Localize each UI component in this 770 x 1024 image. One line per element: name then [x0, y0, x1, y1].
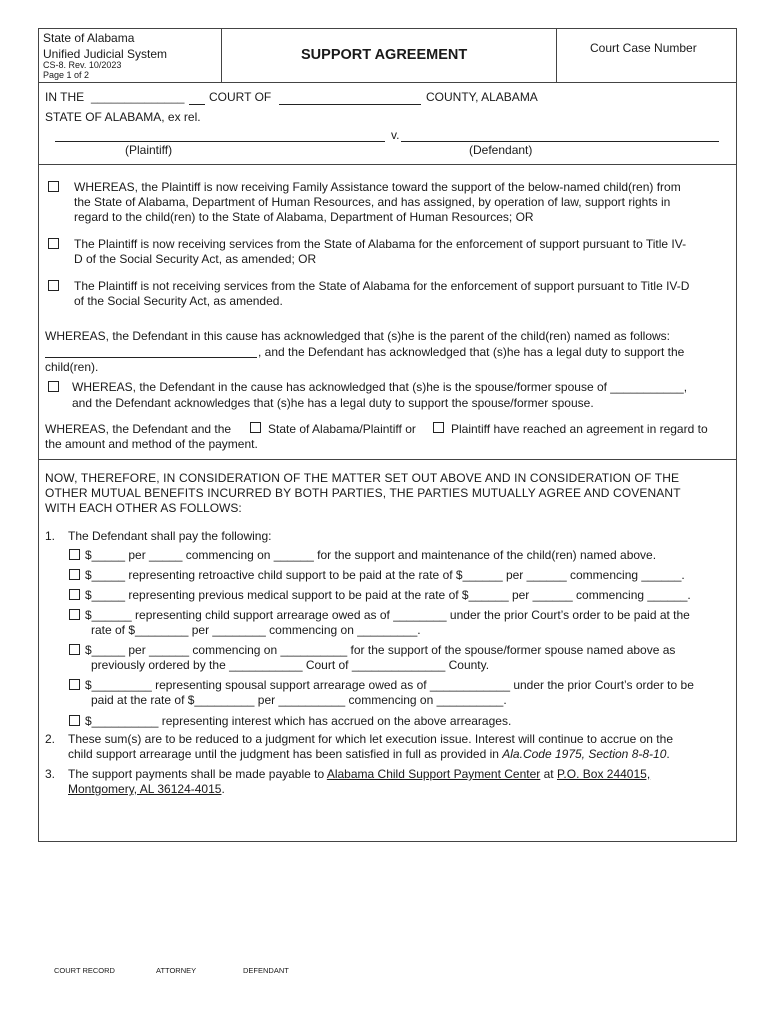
whereas2-line2: D of the Social Security Act, as amended; OR [74, 252, 317, 266]
versus-label: v. [391, 128, 400, 142]
term3-text-a: The support payments shall be made payable to [68, 767, 327, 781]
now-therefore-line2: OTHER MUTUAL BENEFITS INCURRED BY BOTH PARTIES, THE PARTIES MUTUALLY AGREE AND COVENANT [45, 486, 681, 500]
county-alabama-label: COUNTY, ALABAMA [426, 90, 538, 104]
whereas3-line2: of the Social Security Act, as amended. [74, 294, 283, 308]
option4-line1[interactable]: $______ representing child support arrearage owed as of ________ under the prior Court’s order to be paid at the [85, 608, 690, 622]
option5-line2[interactable]: previously ordered by the ___________ Court of ______________ County. [91, 658, 490, 672]
payment-center-name: Alabama Child Support Payment Center [326, 767, 541, 781]
whereas1-line1: WHEREAS, the Plaintiff is now receiving Family Assistance toward the support of the below-named child(ren) from [74, 180, 681, 194]
term2-line2 [68, 747, 670, 761]
whereas-divider [39, 459, 736, 460]
agency-block [39, 29, 222, 82]
plaintiff-name-field[interactable] [55, 141, 385, 142]
checkbox-interest[interactable] [69, 715, 80, 726]
checkbox-retroactive-support[interactable] [69, 569, 80, 580]
checkbox-state-plaintiff[interactable] [250, 422, 261, 433]
whereas4-line3: child(ren). [45, 360, 99, 374]
whereas6-part-a: WHEREAS, the Defendant and the [45, 422, 232, 436]
state-ex-rel-label: STATE OF ALABAMA, ex rel. [45, 110, 201, 124]
court-of-label: COURT OF [209, 90, 272, 104]
agency-line2: Unified Judicial System [43, 47, 168, 61]
term3-line2 [68, 782, 225, 796]
form-number: CS-8. Rev. 10/2023 [43, 60, 122, 70]
option5-line1[interactable]: $_____ per ______ commencing on __________ for the support of the spouse/former spouse named above as [85, 643, 676, 657]
option3-text[interactable]: $_____ representing previous medical support to be paid at the rate of $______ per ______ commencing ______. [85, 588, 691, 602]
checkbox-spouse[interactable] [48, 381, 59, 392]
whereas4-line2: , and the Defendant has acknowledged that (s)he has a legal duty to support the [258, 345, 685, 359]
term3-text-at: at [540, 767, 557, 781]
whereas1-line3: regard to the child(ren) to the State of Alabama, Department of Human Resources; OR [74, 210, 534, 224]
whereas6-part-b: State of Alabama/Plaintiff or [268, 422, 416, 436]
agency-line1: State of Alabama [43, 31, 135, 45]
plaintiff-caption-label: (Plaintiff) [125, 143, 173, 157]
case-number-block[interactable] [556, 29, 736, 82]
whereas5-line2: and the Defendant acknowledges that (s)he has a legal duty to support the spouse/former spouse. [72, 396, 594, 410]
page-number: Page 1 of 2 [43, 70, 90, 80]
whereas3-line1: The Plaintiff is not receiving services from the State of Alabama for the enforcement of support pursuant to Title IV-D [74, 279, 690, 293]
caption-divider [39, 164, 736, 165]
option6-line2[interactable]: paid at the rate of $_________ per __________ commencing on __________. [91, 693, 507, 707]
now-therefore-line3: WITH EACH OTHER AS FOLLOWS: [45, 501, 242, 515]
checkbox-not-receiving-services[interactable] [48, 280, 59, 291]
county-blank[interactable] [279, 104, 421, 105]
payment-po-box: P.O. Box 244015, [556, 767, 651, 781]
term3-line1 [68, 767, 650, 781]
in-the-label: IN THE [45, 90, 85, 104]
term1-text: The Defendant shall pay the following: [68, 529, 272, 543]
checkbox-receiving-services[interactable] [48, 238, 59, 249]
term2-line2-text: child support arrearage until the judgment has been satisfied in full as provided in [68, 747, 503, 761]
form-title: SUPPORT AGREEMENT [301, 47, 468, 63]
court-case-number-label: Court Case Number [590, 41, 697, 55]
term3-number: 3. [45, 767, 56, 781]
checkbox-family-assistance[interactable] [48, 181, 59, 192]
payment-city: Montgomery, AL 36124-4015 [68, 782, 222, 796]
whereas2-line1: The Plaintiff is now receiving services from the State of Alabama for the enforcement of support pursuant to Title IV- [74, 237, 687, 251]
checkbox-plaintiff[interactable] [433, 422, 444, 433]
footer-attorney: ATTORNEY [156, 966, 197, 975]
option6-line1[interactable]: $_________ representing spousal support arrearage owed as of ____________ under the prior Court’s order to be [85, 678, 694, 692]
term2-line1: These sum(s) are to be reduced to a judgment for which let execution issue. Interest will continue to accrue on the [68, 732, 673, 746]
option1-text[interactable]: $_____ per _____ commencing on ______ for the support and maintenance of the child(ren) named above. [85, 548, 657, 562]
title-block [221, 29, 557, 82]
checkbox-current-child-support[interactable] [69, 549, 80, 560]
footer-defendant: DEFENDANT [243, 966, 289, 975]
term3-period: . [221, 782, 225, 796]
whereas4-line1: WHEREAS, the Defendant in this cause has acknowledged that (s)he is the parent of the child(ren) named as follows: [45, 329, 670, 343]
whereas6-line2: the amount and method of the payment. [45, 437, 258, 451]
option7-text[interactable]: $__________ representing interest which has accrued on the above arrearages. [85, 714, 512, 728]
term2-number: 2. [45, 732, 56, 746]
option4-line2[interactable]: rate of $________ per ________ commencing on _________. [91, 623, 421, 637]
checkbox-child-arrearage[interactable] [69, 609, 80, 620]
checkbox-spousal-arrearage[interactable] [69, 679, 80, 690]
term1-number: 1. [45, 529, 56, 543]
footer-court-record: COURT RECORD [54, 966, 115, 975]
whereas6-part-c: Plaintiff have reached an agreement in regard to [451, 422, 708, 436]
form-header [39, 29, 736, 83]
court-type-line [189, 104, 205, 105]
checkbox-medical-support[interactable] [69, 589, 80, 600]
whereas5-line1: WHEREAS, the Defendant in the cause has acknowledged that (s)he is the spouse/former spouse of ___________, [72, 380, 688, 394]
whereas1-line2: the State of Alabama, Department of Human Resources, and has assigned, by operation of law, support rights in [74, 195, 671, 209]
statute-citation: Ala.Code 1975, Section 8-8-10 [502, 747, 667, 761]
option2-text[interactable]: $_____ representing retroactive child support to be paid at the rate of $______ per ______ commencing ______. [85, 568, 685, 582]
now-therefore-line1: NOW, THEREFORE, IN CONSIDERATION OF THE MATTER SET OUT ABOVE AND IN CONSIDERATION OF THE [45, 471, 680, 485]
children-names-field[interactable] [45, 357, 257, 358]
defendant-name-field[interactable] [401, 141, 719, 142]
defendant-caption-label: (Defendant) [469, 143, 533, 157]
support-agreement-form [38, 28, 737, 842]
checkbox-spousal-support[interactable] [69, 644, 80, 655]
court-type-blank[interactable]: ______________ [91, 90, 185, 104]
term2-period: . [666, 747, 670, 761]
